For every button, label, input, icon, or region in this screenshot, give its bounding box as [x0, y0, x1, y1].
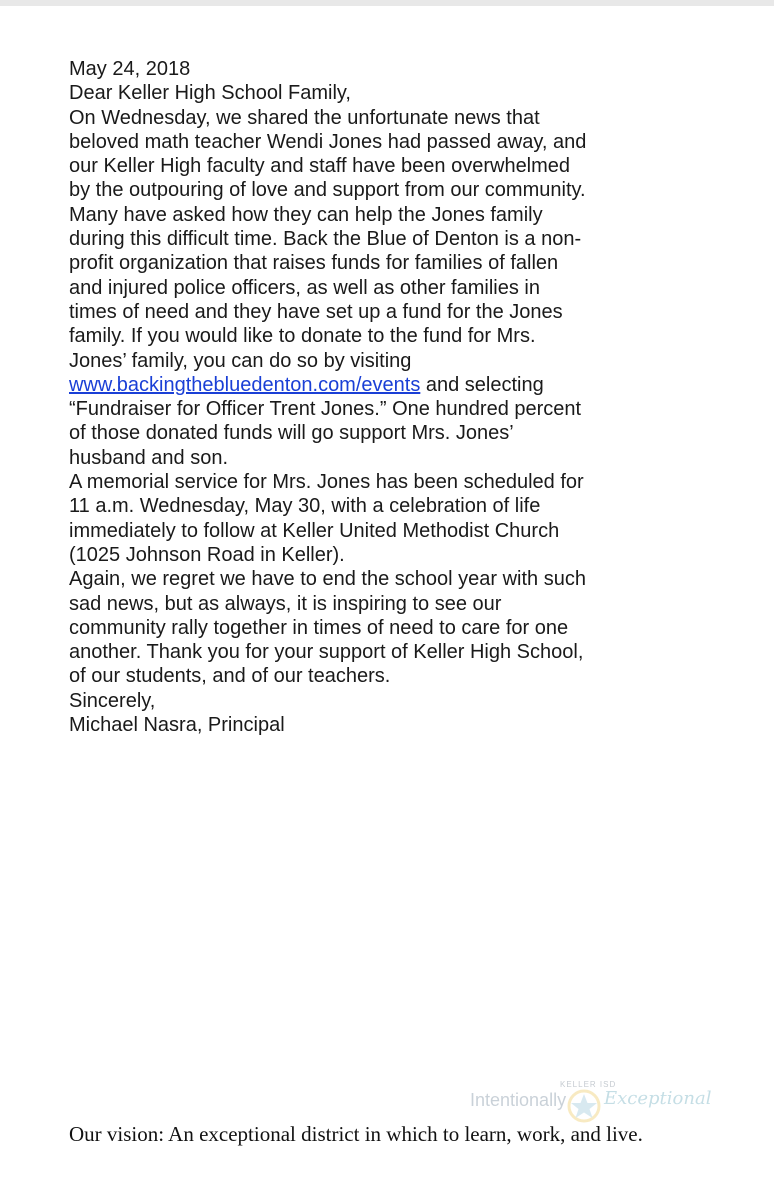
logo-left-word: Intentionally: [470, 1090, 567, 1110]
paragraph-announcement: On Wednesday, we shared the unfortunate news that beloved math teacher Wendi Jones had passed away, and our Keller High faculty and staff have been overwhelmed by the outpouring of love and support from our community.: [69, 106, 587, 202]
letter-closing: Sincerely,: [69, 689, 156, 712]
donation-text-before-link: Many have asked how they can help the Jones family during this difficult time. Back the Blue of Denton is a non- profit organization that raises funds for families of fallen and injured police officers, as well as other families in times of need and they have set up a fund for the Jones family. If you would like to donate to the fund for Mrs. Jones’ family, you can do so by visiting: [69, 203, 582, 372]
donation-text-after-link: and selecting “Fundraiser for Officer Trent Jones.” One hundred percent of those donated funds will go support Mrs. Jones’ husband and son.: [69, 373, 582, 469]
letter-salutation: Dear Keller High School Family,: [69, 82, 351, 105]
letter-signature: Michael Nasra, Principal: [69, 714, 285, 737]
letter-date: May 24, 2018: [69, 58, 191, 80]
donation-link[interactable]: www.backingthebluedenton.com/events: [69, 373, 421, 396]
paragraph-closing-remarks: Again, we regret we have to end the school year with such sad news, but as always, it is inspiring to see our community rally together in times of need to care for one another. Thank you for your support of Keller High School, of our students, and of our teachers.: [69, 568, 586, 688]
top-edge-divider: [0, 0, 774, 6]
star-icon: [564, 1088, 604, 1124]
logo-district-name: KELLER ISD: [560, 1080, 617, 1089]
paragraph-memorial: A memorial service for Mrs. Jones has been scheduled for 11 a.m. Wednesday, May 30, with a celebration of life immediately to follow at Keller United Methodist Church (1025 Johnson Road in Keller).: [69, 471, 584, 566]
logo-right-word: Exceptional: [604, 1088, 712, 1109]
district-vision-footer: Our vision: An exceptional district in which to learn, work, and live.: [69, 1122, 643, 1146]
paragraph-donation: [69, 203, 709, 470]
letter-body: [69, 57, 709, 737]
